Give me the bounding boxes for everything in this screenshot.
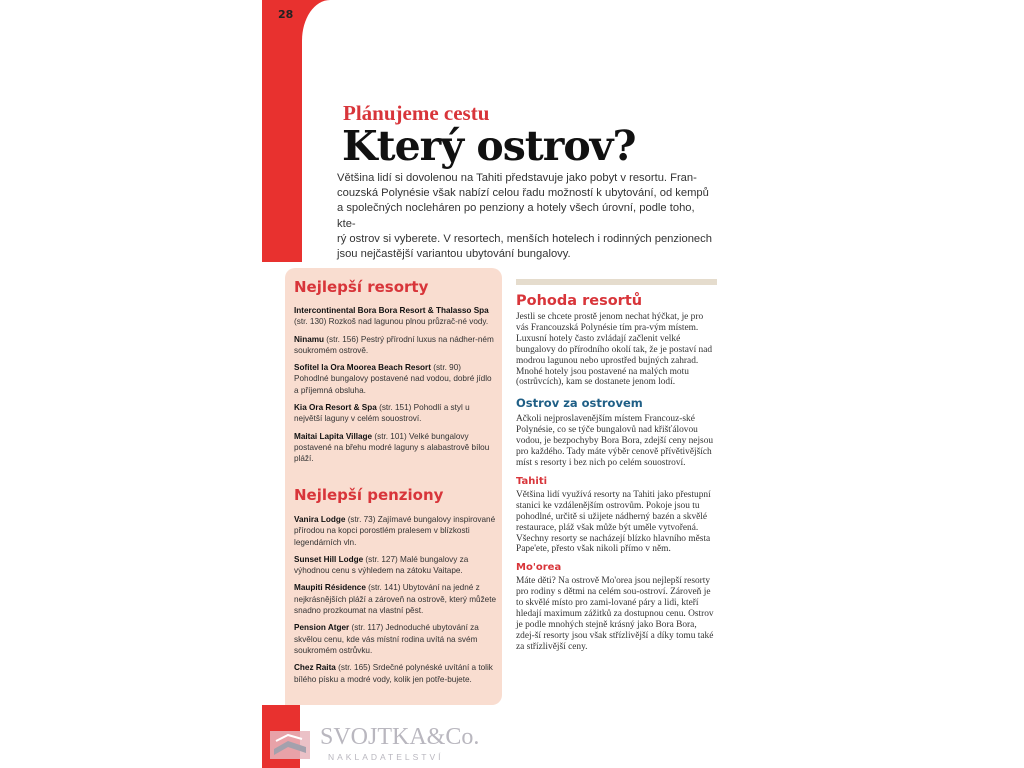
entry-ref: (str. 141) xyxy=(365,583,401,593)
recommendations-box xyxy=(285,268,502,705)
entry-ref: (str. 117) xyxy=(349,623,384,633)
article-column xyxy=(516,279,717,653)
entry-name: Pension Atger xyxy=(294,623,350,633)
intro-line: jsou nejčastější variantou ubytování bungalovy. xyxy=(337,248,571,261)
resort-entry xyxy=(294,402,497,425)
pension-entry xyxy=(294,662,497,685)
entry-ref: (str. 127) xyxy=(363,554,398,564)
entry-name: Maupiti Résidence xyxy=(294,583,366,593)
publisher-subtitle: NAKLADATELSTVÍ xyxy=(328,752,444,762)
page-title: Který ostrov? xyxy=(342,122,636,170)
intro-line: Většina lidí si dovolenou na Tahiti představuje jako pobyt v resortu. Fran- xyxy=(337,172,697,184)
entry-desc: Malé bungalovy za výhodnou cenu s výhledem na zátoku Vaitape. xyxy=(294,554,469,576)
entry-desc: Zajímavé bungalovy inspirované přírodou na kopci porostlém pralesem v blízkosti legendárních vln. xyxy=(294,515,496,547)
entry-name: Kia Ora Resort & Spa xyxy=(294,403,377,413)
intro-paragraph xyxy=(337,171,715,262)
entry-name: Vanira Lodge xyxy=(294,515,346,524)
entry-desc: Rozkoš nad lagunou plnou průzrač-né vody. xyxy=(326,317,489,327)
entry-name: Ninamu xyxy=(294,334,325,344)
tahiti-heading: Tahiti xyxy=(516,475,548,487)
island-hopping-heading: Ostrov za ostrovem xyxy=(516,396,643,411)
entry-ref: (str. 130) xyxy=(294,317,327,327)
best-resorts-list xyxy=(294,305,497,471)
tahiti-text: Většina lidí využívá resorty na Tahiti jako přestupní stanici ke vzdálenějším ostrovům. Pokoje jsou tu pohodlné, určitě si užijete nádherný bazén a skvělé restaurace, pláž však může být uměle vytvořená. Všechny resorty se nacházejí blízko hlavního města Pape'ete, přesto však nikoli přímo v něm. xyxy=(516,489,711,555)
entry-ref: (str. 165) xyxy=(335,663,371,673)
entry-name: Sunset Hill Lodge xyxy=(294,554,364,564)
resort-comfort-heading: Pohoda resortů xyxy=(516,293,643,309)
pension-entry xyxy=(294,582,497,616)
resort-comfort-text: Jestli se chcete prostě jenom nechat hýčkat, je pro vás Francouzská Polynésie tím pra-vým místem. Luxusní hotely často zvládají začlenit velké bungalovy do přírodního okolí tak, že je postaví nad modrou lagunou nebo uprostřed bujných zahrad. Mnohé hotely jsou postavené na malých motu (ostrůvcích), kam se dostanete jenom lodí. xyxy=(516,312,713,388)
intro-line: rý ostrov si vyberete. V resortech, menších hotelech i rodinných penzionech xyxy=(337,232,712,245)
entry-name: Chez Raita xyxy=(294,663,336,673)
red-margin-band xyxy=(262,0,330,262)
publisher-watermark xyxy=(268,722,480,768)
resort-entry xyxy=(294,431,497,465)
page-number: 28 xyxy=(278,8,294,21)
entry-ref: (str. 101) xyxy=(372,431,407,441)
entry-desc: Srdečné polynéské uvítání a tolik bílého písku a modré vody, kolik jen potře-bujete. xyxy=(294,663,493,684)
pension-entry xyxy=(294,554,497,577)
island-hopping-text: Ačkoli nejproslavenějším místem Francouz-ské Polynésie, co se týče bungalovů nad křišťálovou vodou, je bezpochyby Bora Bora, zdejší ceny nejsou pro každého. Tady máte výběr cenově přívětivějších míst s resorty i bez nich po celém souostroví. xyxy=(516,414,714,468)
intro-line: couzská Polynésie však nabízí celou řadu možností k ubytování, od kempů xyxy=(337,187,709,200)
section-kicker: Plánujeme cestu xyxy=(343,101,490,125)
resort-entry xyxy=(294,305,497,328)
best-pensions-heading: Nejlepší penziony xyxy=(294,486,444,504)
best-pensions-list xyxy=(294,514,497,691)
entry-desc: Pohodlné bungalovy postavené nad vodou, dobré jídlo a příjemná obsluha. xyxy=(294,374,492,395)
entry-desc: Pohodlí a styl u největší laguny v celém souostroví. xyxy=(294,403,470,424)
entry-desc: Velké bungalovy postavené na břehu modré laguny s alabastrově bílou pláží. xyxy=(294,431,490,464)
pension-entry xyxy=(294,622,497,656)
entry-desc: Pestrý přírodní luxus na nádher-ném soukromém ostrově. xyxy=(294,334,494,355)
section-divider-bar xyxy=(516,279,717,285)
entry-ref: (str. 151) xyxy=(376,403,412,413)
moorea-text: Máte děti? Na ostrově Mo'orea jsou nejlepší resorty pro rodiny s dětmi na celém sou-ostroví. Zároveň je to skvělé místo pro zami-lované páry a lidi, kteří hledají maximum zážitků za dostupnou cenu. Ostrov je podle mnohých stejně krásný jako Bora Bora, zdej-ší resorty jsou však střízlivější a díky tomu také za střízlivější ceny. xyxy=(516,576,714,652)
resort-entry xyxy=(294,334,497,357)
entry-name: Sofitel la Ora Moorea Beach Resort xyxy=(294,363,431,373)
entry-ref: (str. 156) xyxy=(324,334,359,344)
pension-entry xyxy=(294,514,497,548)
moorea-heading: Mo'orea xyxy=(516,562,562,574)
book-logo-icon xyxy=(268,727,312,761)
entry-ref: (str. 90) xyxy=(430,363,461,373)
publisher-name: SVOJTKA&Co. xyxy=(320,724,480,750)
entry-desc: Ubytování na jedné z nejkrásnějších pláží a zároveň na ostrově, který můžete snadno prozkoumat na vlastní pěst. xyxy=(294,583,497,616)
entry-desc: Jednoduché ubytování za skvělou cenu, kde vás místní rodina uvítá na svém soukromém ostrůvku. xyxy=(294,623,479,655)
entry-name: Intercontinental Bora Bora Resort & Thalasso Spa xyxy=(294,306,489,315)
best-resorts-heading: Nejlepší resorty xyxy=(294,278,429,296)
entry-ref: (str. 73) xyxy=(345,515,376,524)
entry-name: Maitai Lapita Village xyxy=(294,431,373,441)
intro-line: a společných nocleháren po penziony a hotely všech úrovní, podle toho, kte- xyxy=(337,202,695,230)
resort-entry xyxy=(294,362,497,396)
